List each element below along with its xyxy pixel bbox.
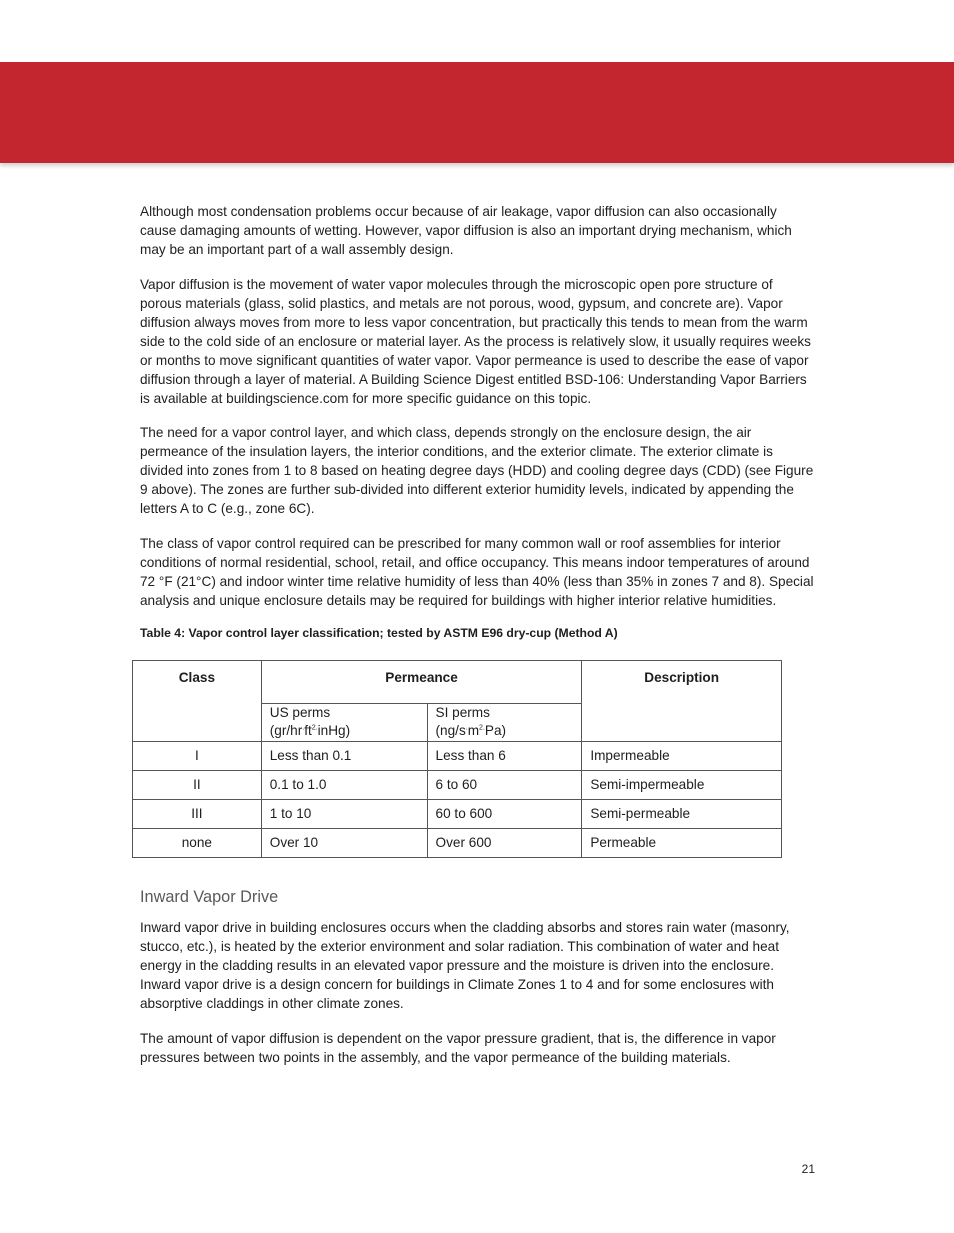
body-paragraph: Vapor diffusion is the movement of water vapor molecules through the microscopic open pore structure of porous materials (glass, solid plastics, and metals are not porous, wood, gypsum, and concrete are). Vapor diffusion always moves from more to less vapor concentration, but practically this tends to mean from the warm side to the cold side of an enclosure or material layer. As the process is relatively slow, it usually requires weeks or months to move significant quantities of water vapor. Vapor permeance is used to describe the ease of vapor diffusion through a layer of material. A Building Science Digest entitled BSD-106: Understanding Vapor Barriers is available at buildingscience.com for more specific guidance on this topic.: [140, 276, 811, 406]
body-paragraph: Although most condensation problems occur because of air leakage, vapor diffusion can also occasionally cause damaging amounts of wetting. However, vapor diffusion is also an important drying mechanism, which may be an important part of a wall assembly design.: [140, 204, 792, 257]
header-description: Description: [582, 661, 782, 742]
table-row: [133, 742, 782, 771]
header-us-perms: [261, 704, 427, 742]
body-paragraph: The need for a vapor control layer, and which class, depends strongly on the enclosure design, the air permeance of the insulation layers, the interior conditions, and the exterior climate. The exterior climate is divided into zones from 1 to 8 based on heating degree days (HDD) and cooling degree days (CDD) (see Figure 9 above). The zones are further sub-divided into different exterior humidity levels, indicated by appending the letters A to C (e.g., zone 6C).: [140, 425, 814, 516]
cell-class: III: [133, 800, 262, 829]
cell-class: none: [133, 829, 262, 858]
vapor-control-table: [132, 660, 782, 858]
cell-us-perms: Over 10: [261, 829, 427, 858]
cell-si-perms: Over 600: [427, 829, 582, 858]
header-permeance: Permeance: [261, 661, 582, 704]
table-row: [133, 829, 782, 858]
cell-class: I: [133, 742, 262, 771]
table-row: [133, 800, 782, 829]
si-perms-unit: $(ng/s^.m^{2.}Pa)$: [435, 723, 507, 738]
table-row: [133, 771, 782, 800]
us-perms-unit: $(gr/hr^.ft^{2.}inHg)$: [269, 723, 351, 738]
cell-description: Impermeable: [582, 742, 782, 771]
page-number: 21: [801, 1162, 815, 1176]
header-banner: [0, 62, 954, 163]
header-class: Class: [133, 661, 262, 742]
cell-us-perms: Less than 0.1: [261, 742, 427, 771]
table-caption: Table 4: Vapor control layer classification; tested by ASTM E96 dry-cup (Method A): [140, 626, 618, 640]
cell-si-perms: 60 to 600: [427, 800, 582, 829]
page-content: [140, 202, 815, 1082]
section-heading: Inward Vapor Drive: [140, 888, 279, 906]
table-header-row: [133, 661, 782, 704]
cell-description: Permeable: [582, 829, 782, 858]
cell-class: II: [133, 771, 262, 800]
cell-description: Semi-impermeable: [582, 771, 782, 800]
body-paragraph: Inward vapor drive in building enclosures occurs when the cladding absorbs and stores rain water (masonry, stucco, etc.), is heated by the exterior environment and solar radiation. This combination of water and heat energy in the cladding results in an elevated vapor pressure and the moisture is driven into the enclosure. Inward vapor drive is a design concern for buildings in Climate Zones 1 to 4 and for some enclosures with absorptive claddings in other climate zones.: [140, 920, 790, 1011]
si-perms-label: SI perms: [435, 705, 490, 720]
body-paragraph: The class of vapor control required can be prescribed for many common wall or roof assemblies for interior conditions of normal residential, school, retail, and office occupancy. This means indoor temperatures of around 72 °F (21°C) and indoor winter time relative humidity of less than 40% (less than 35% in zones 7 and 8). Special analysis and unique enclosure details may be required for buildings with higher interior relative humidities.: [140, 535, 814, 608]
body-paragraph: The amount of vapor diffusion is dependent on the vapor pressure gradient, that is, the difference in vapor pressures between two points in the assembly, and the vapor permeance of the building materials.: [140, 1030, 776, 1065]
cell-si-perms: Less than 6: [427, 742, 582, 771]
header-si-perms: [427, 704, 582, 742]
cell-si-perms: 6 to 60: [427, 771, 582, 800]
us-perms-label: US perms: [269, 705, 331, 720]
cell-description: Semi-permeable: [582, 800, 782, 829]
cell-us-perms: 0.1 to 1.0: [261, 771, 427, 800]
cell-us-perms: 1 to 10: [261, 800, 427, 829]
